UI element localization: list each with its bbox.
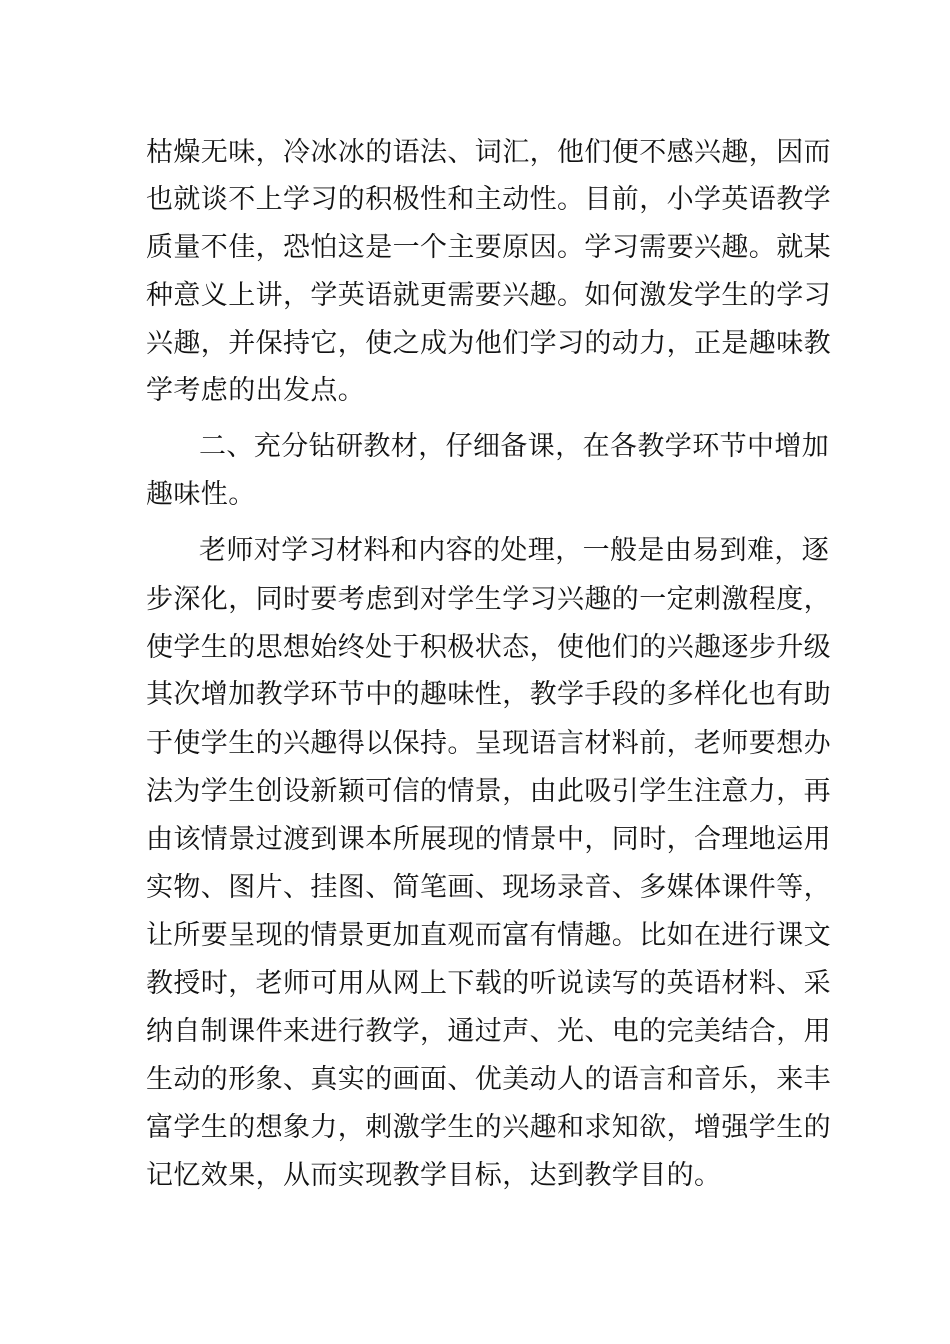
text-line: 兴趣，并保持它，使之成为他们学习的动力，正是趣味教 [146,328,831,359]
text-line: 种意义上讲，学英语就更需要兴趣。如何激发学生的学习 [146,280,831,311]
text-line: 学考虑的出发点。 [146,375,366,406]
text-line: 法为学生创设新颖可信的情景，由此吸引学生注意力，再 [146,776,831,807]
section-heading-cont: 趣味性。 [146,479,256,510]
text-line: 生动的形象、真实的画面、优美动人的语言和音乐，来丰 [146,1064,831,1095]
text-line: 实物、图片、挂图、简笔画、现场录音、多媒体课件等， [146,872,831,903]
text-line: 老师对学习材料和内容的处理，一般是由易到难，逐 [199,535,830,566]
text-line: 其次增加教学环节中的趣味性，教学手段的多样化也有助 [146,679,831,710]
text-line: 于使学生的兴趣得以保持。呈现语言材料前，老师要想办 [146,728,831,759]
text-line: 也就谈不上学习的积极性和主动性。目前，小学英语教学 [146,184,831,215]
text-line: 教授时，老师可用从网上下载的听说读写的英语材料、采 [146,968,831,999]
text-line: 枯燥无味，冷冰冰的语法、词汇，他们便不感兴趣，因而 [146,137,831,168]
text-line: 质量不佳，恐怕这是一个主要原因。学习需要兴趣。就某 [146,232,831,263]
section-heading: 二、充分钻研教材，仔细备课，在各教学环节中增加 [199,431,830,462]
text-line: 由该情景过渡到课本所展现的情景中，同时，合理地运用 [146,824,831,855]
text-line: 步深化，同时要考虑到对学生学习兴趣的一定刺激程度， [146,584,831,615]
text-line: 使学生的思想始终处于积极状态，使他们的兴趣逐步升级 [146,632,831,663]
text-line: 富学生的想象力，刺激学生的兴趣和求知欲，增强学生的 [146,1112,831,1143]
text-line: 记忆效果，从而实现教学目标，达到教学目的。 [146,1160,722,1191]
text-line: 纳自制课件来进行教学，通过声、光、电的完美结合，用 [146,1016,831,1047]
text-line: 让所要呈现的情景更加直观而富有情趣。比如在进行课文 [146,920,831,951]
